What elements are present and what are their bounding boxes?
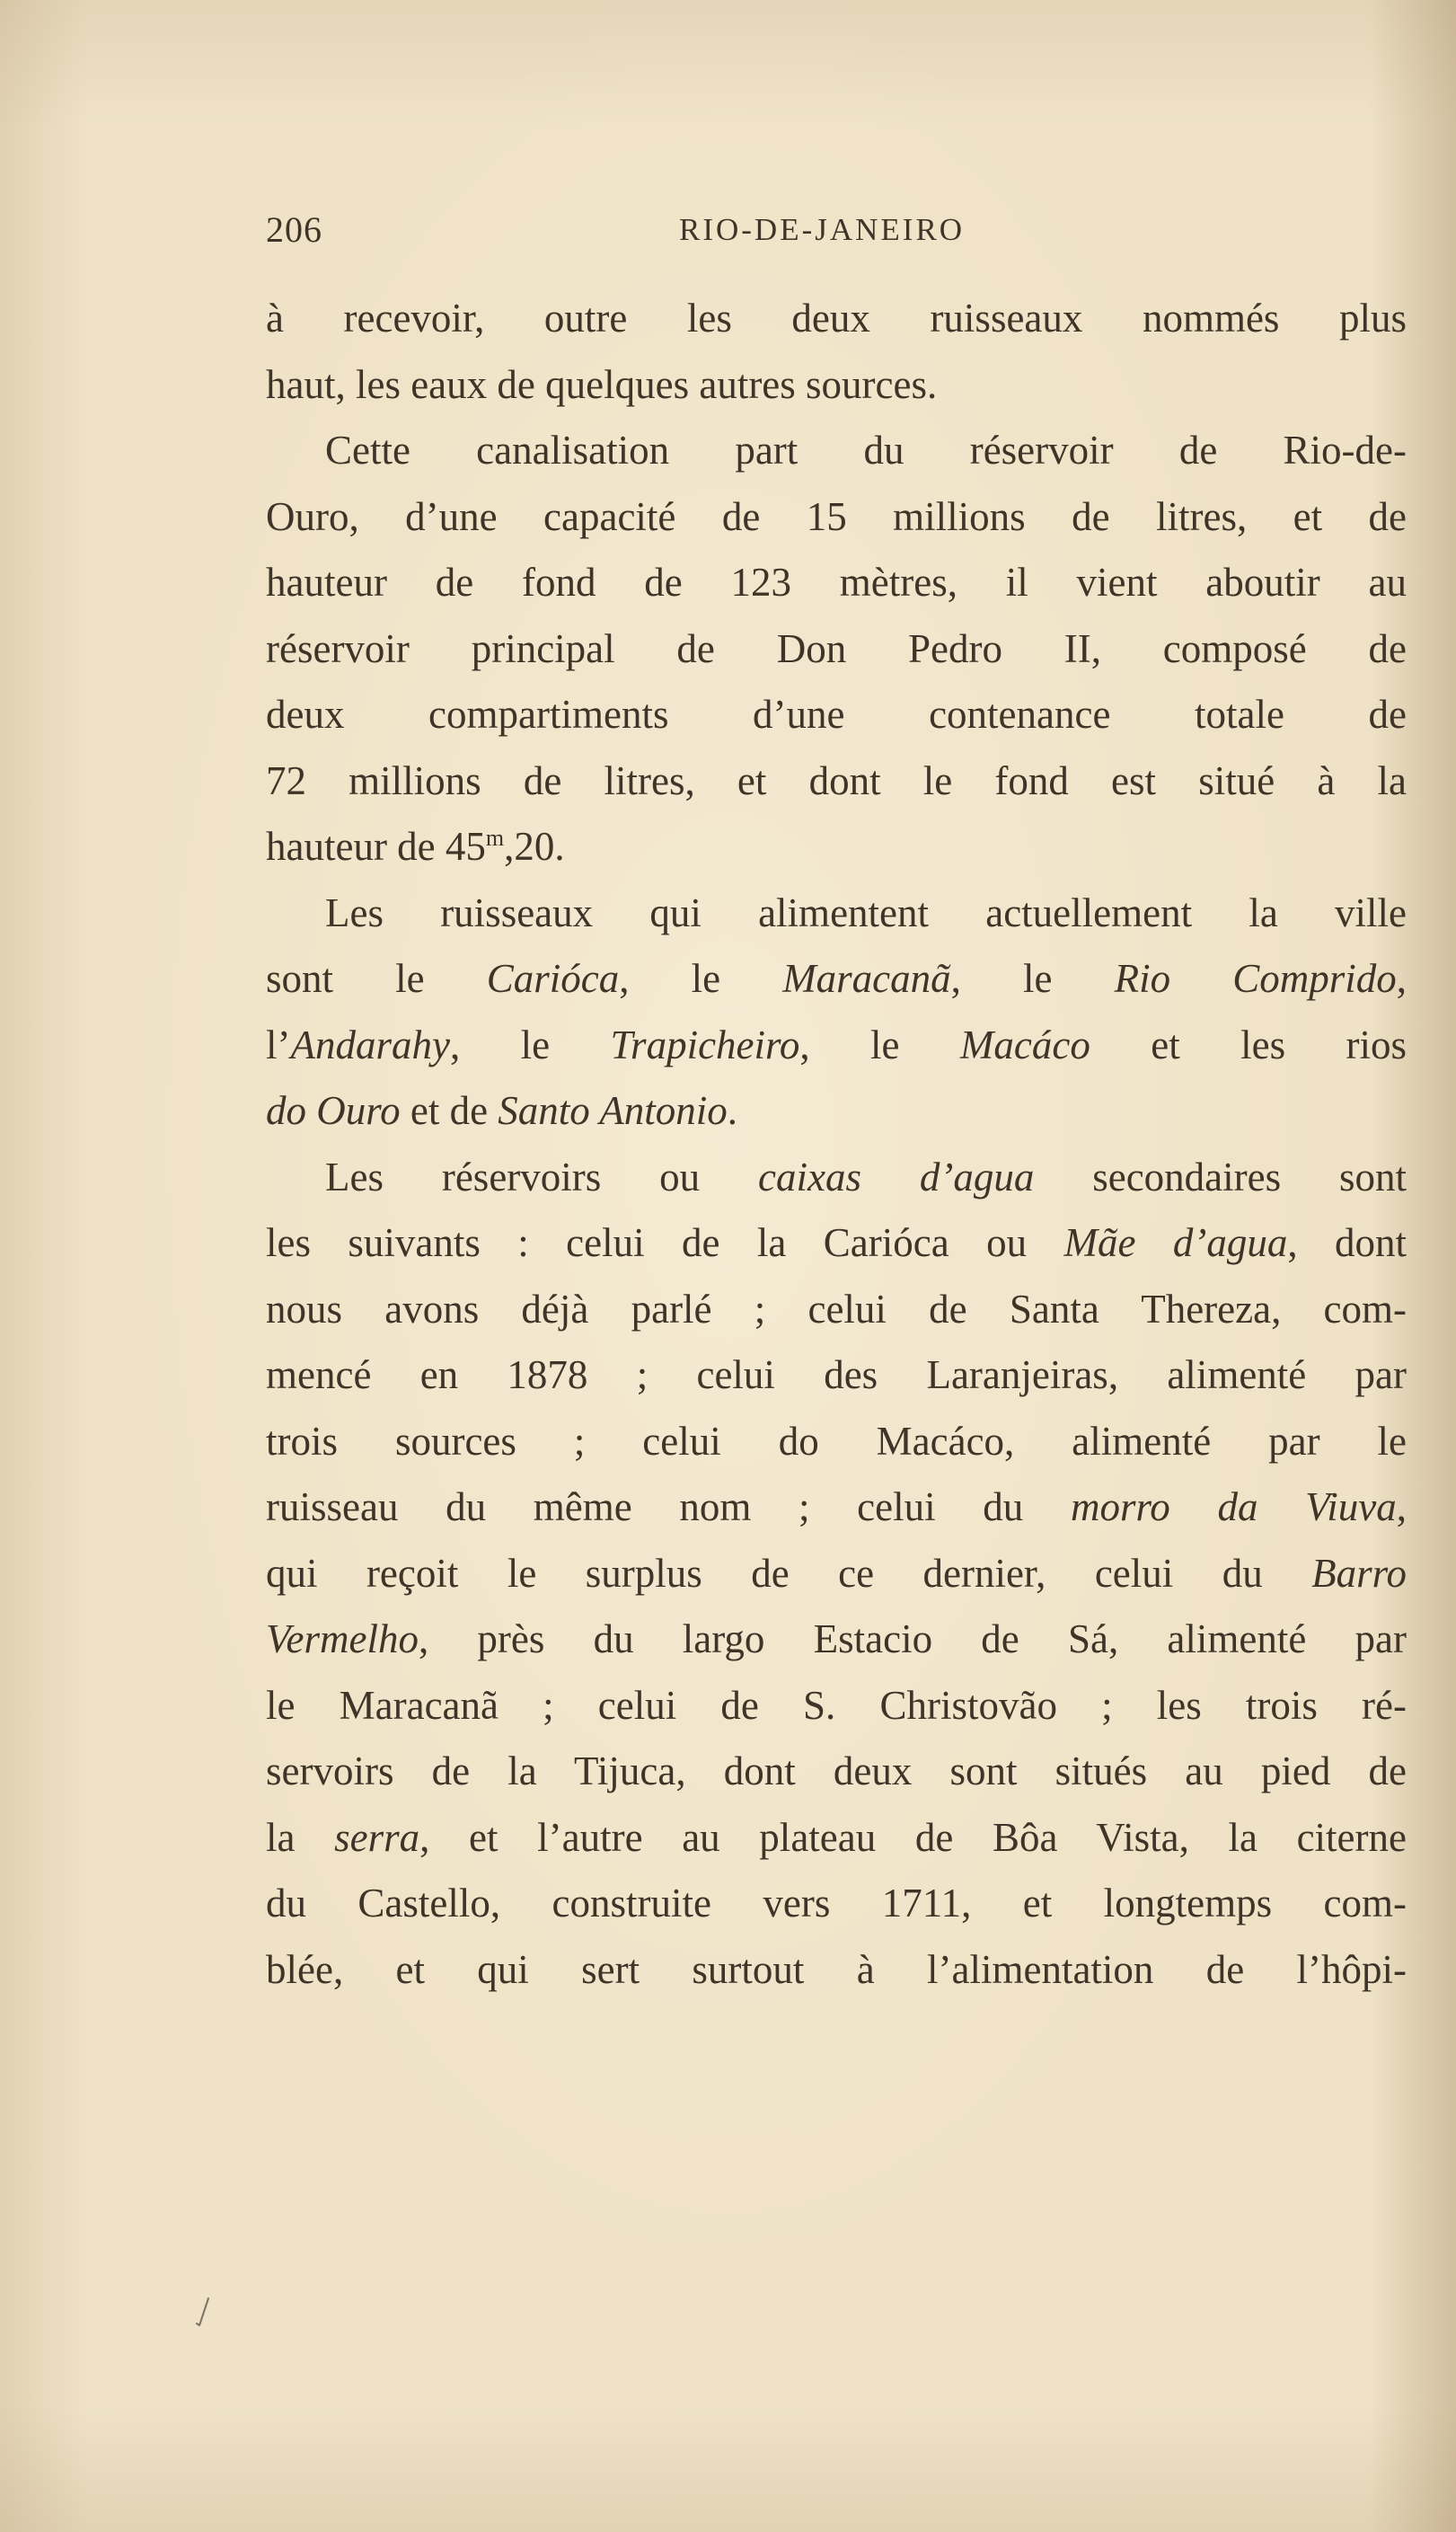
italic-segment: Andarahy (290, 1022, 450, 1067)
text-segment: réservoir principal de Don Pedro II, composé de (266, 625, 1407, 671)
text-segment: et les rios (1090, 1022, 1407, 1067)
text-segment: servoirs de la Tijuca, dont deux sont situés au pied de (266, 1748, 1407, 1793)
text-segment: nous avons déjà parlé ; celui de Santa Thereza, com- (266, 1286, 1407, 1332)
text-segment: Les réservoirs ou (325, 1154, 759, 1200)
text-segment: hauteur de 45 (266, 824, 486, 869)
text-line (266, 1673, 1407, 1740)
text-segment: sont le (266, 956, 487, 1001)
text-line (266, 1937, 1407, 2004)
text-line (266, 1409, 1407, 1475)
text-line (266, 1871, 1407, 1937)
text-line (266, 616, 1407, 683)
text-line (266, 418, 1407, 484)
italic-segment: Maracanã (782, 956, 951, 1001)
text-line (266, 1342, 1407, 1409)
italic-segment: Trapicheiro (610, 1022, 800, 1067)
text-segment: ruisseau du même nom ; celui du (266, 1484, 1071, 1529)
running-header (266, 208, 1407, 253)
text-line (266, 1210, 1407, 1277)
text-segment: trois sources ; celui do Macáco, alimenté par le (266, 1418, 1407, 1464)
italic-segment: Vermelho (266, 1616, 419, 1661)
text-segment: à recevoir, outre les deux ruisseaux nommés plus (266, 296, 1407, 341)
text-segment: Les ruisseaux qui alimentent actuellement la ville (325, 890, 1407, 935)
body-text (266, 286, 1407, 2003)
text-segment: , et l’autre au plateau de Bôa Vista, la citerne (419, 1814, 1407, 1860)
italic-segment: caixas d’agua (758, 1154, 1035, 1200)
italic-segment: morro da Viuva (1070, 1484, 1397, 1529)
running-title: RIO-DE-JANEIRO (679, 212, 966, 247)
text-segment: les suivants : celui de la Carióca ou (266, 1220, 1064, 1265)
text-segment: du Castello, construite vers 1711, et longtemps com- (266, 1881, 1407, 1926)
text-segment: Cette canalisation part du réservoir de Rio-de- (325, 428, 1407, 473)
text-line (266, 1541, 1407, 1607)
text-segment: la (266, 1814, 335, 1860)
italic-segment: Barro (1311, 1550, 1407, 1596)
text-line (266, 881, 1407, 947)
text-line (266, 1277, 1407, 1343)
text-segment: , (1396, 1484, 1407, 1529)
text-line (266, 1013, 1407, 1079)
text-line (266, 1145, 1407, 1211)
text-line (266, 550, 1407, 616)
text-line (266, 946, 1407, 1013)
text-line (266, 1607, 1407, 1673)
text-segment: . (727, 1088, 737, 1133)
text-segment: secondaires sont (1034, 1154, 1407, 1200)
text-segment: le Maracanã ; celui de S. Christovão ; les trois ré- (266, 1682, 1407, 1728)
text-line (266, 748, 1407, 815)
text-segment: et de (400, 1088, 499, 1133)
text-segment: , le (950, 956, 1115, 1001)
text-line (266, 1078, 1407, 1145)
italic-segment: Santo Antonio (498, 1088, 728, 1133)
text-segment: deux compartiments d’une contenance totale de (266, 692, 1407, 737)
text-segment: l’ (266, 1022, 291, 1067)
text-segment: , près du largo Estacio de Sá, alimenté par (418, 1616, 1407, 1661)
text-segment: , le (619, 956, 783, 1001)
italic-segment: do Ouro (266, 1088, 401, 1133)
text-segment: blée, et qui sert surtout à l’alimentation de l’hôpi- (266, 1946, 1407, 1992)
text-segment: , dont (1287, 1220, 1407, 1265)
italic-segment: Carióca (486, 956, 620, 1001)
italic-segment: Mãe d’agua (1063, 1220, 1288, 1265)
text-segment: , le (799, 1022, 960, 1067)
text-segment: mencé en 1878 ; celui des Laranjeiras, alimenté par (266, 1352, 1407, 1397)
text-segment: , (1396, 956, 1407, 1001)
page-number: 206 (266, 209, 322, 250)
italic-segment: Macáco (959, 1022, 1090, 1067)
text-segment: ,20. (504, 824, 565, 869)
superscript: m (485, 825, 505, 851)
text-segment: 72 millions de litres, et dont le fond est situé à la (266, 757, 1407, 803)
italic-segment: Rio Comprido (1114, 956, 1397, 1001)
text-line (266, 682, 1407, 748)
text-segment: , le (449, 1022, 611, 1067)
text-line (266, 1739, 1407, 1805)
text-segment: Ouro, d’une capacité de 15 millions de litres, et de (266, 493, 1407, 539)
text-segment: qui reçoit le surplus de ce dernier, celui du (266, 1550, 1312, 1596)
text-segment: hauteur de fond de 123 mètres, il vient aboutir au (266, 560, 1407, 605)
italic-segment: serra (334, 1814, 420, 1860)
text-line (266, 484, 1407, 551)
text-segment: haut, les eaux de quelques autres sources. (266, 361, 938, 407)
text-line (266, 1474, 1407, 1541)
text-line (266, 286, 1407, 352)
text-line (266, 352, 1407, 419)
text-line (266, 1805, 1407, 1872)
text-line (266, 814, 1407, 881)
pencil-mark (196, 2297, 214, 2329)
